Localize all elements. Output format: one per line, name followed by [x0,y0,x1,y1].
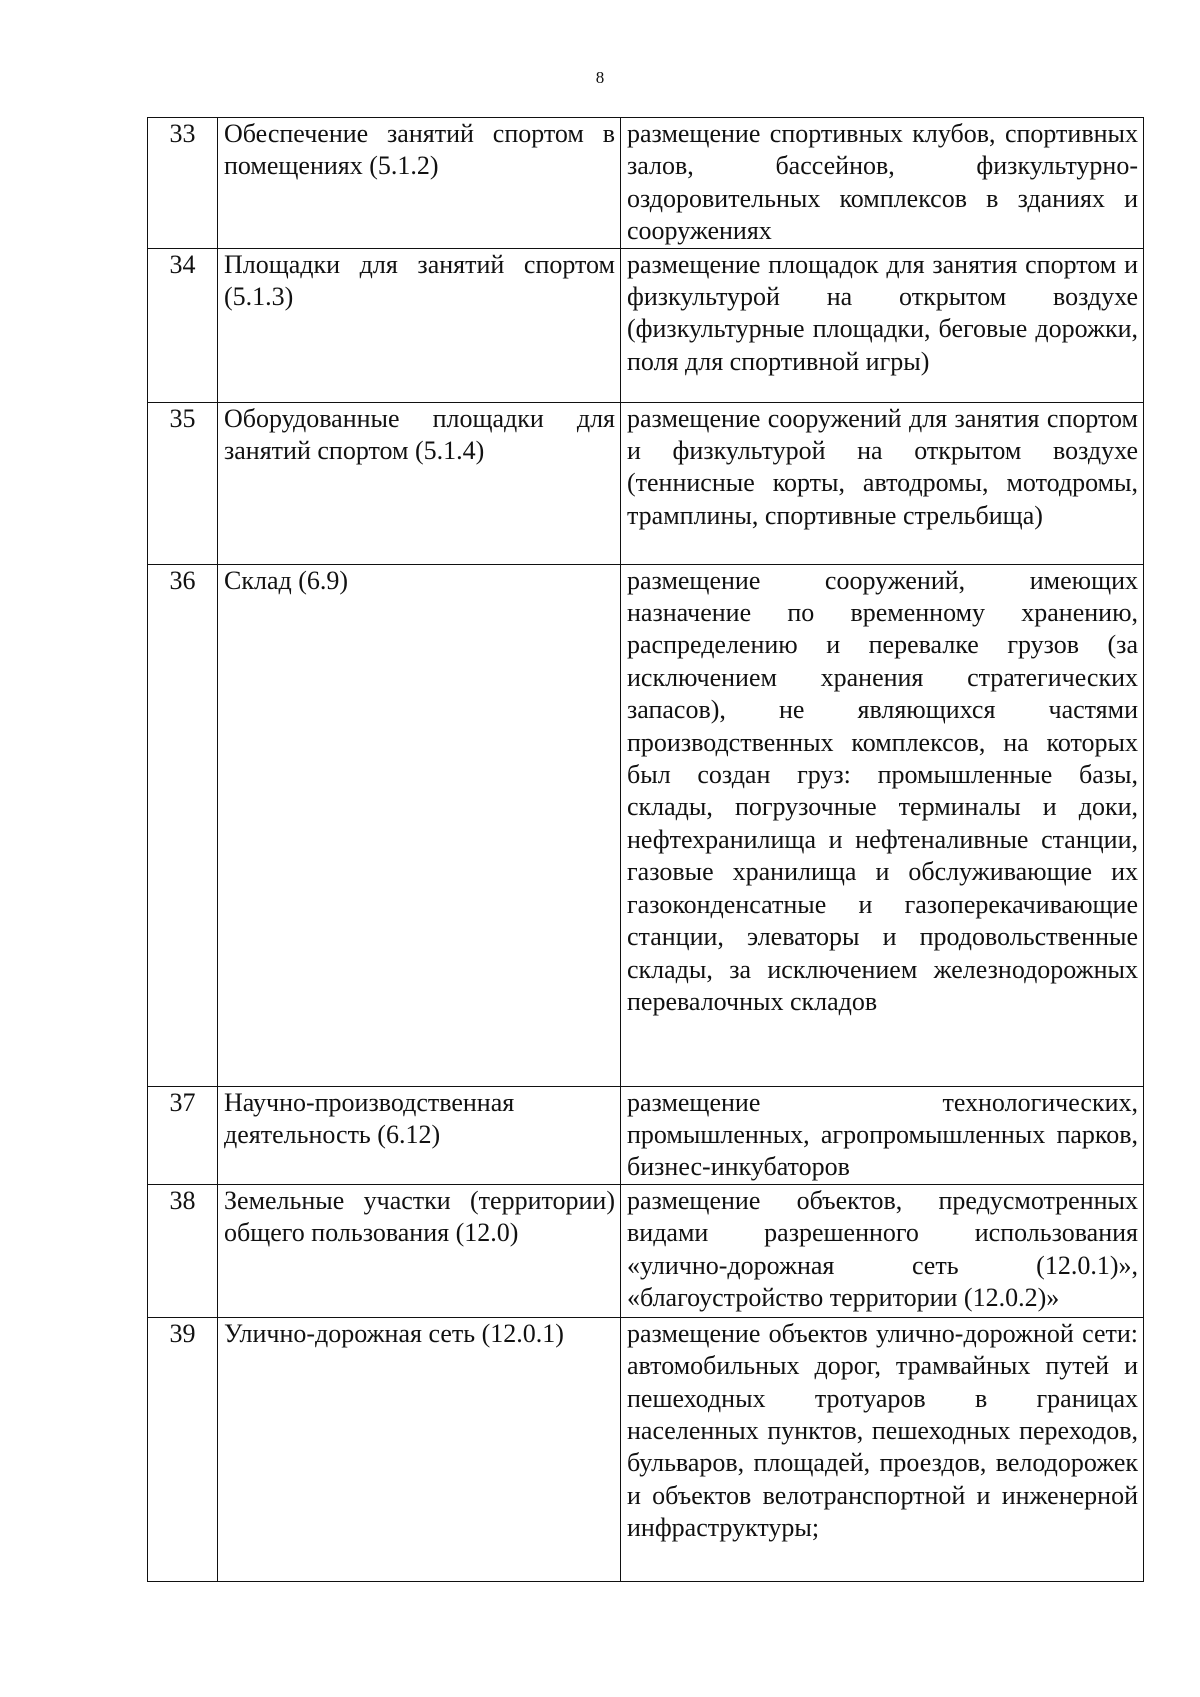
land-use-description: размещение сооружений, имеющих назначение по временному хранению, распределению и перевалке грузов (за исключением хранения стратегических запасов), не являющихся частями производственных комплексов, на которых был создан груз: промышленные базы, склады, погрузочные терминалы и доки, нефтехранилища и нефтеналивные станции, газовые хранилища и обслуживающие их газоконденсатные и газоперекачивающие станции, элеваторы и продовольственные склады, за исключением железнодорожных перевалочных складов [621,564,1144,1086]
land-use-table [147,117,1144,1582]
table-row [148,402,1144,564]
land-use-name: Площадки для занятий спортом (5.1.3) [218,248,621,402]
table-row [148,248,1144,402]
row-number: 33 [148,118,218,249]
table-row [148,564,1144,1086]
row-number: 36 [148,564,218,1086]
table-row [148,1184,1144,1317]
table-row [148,118,1144,249]
land-use-description: размещение спортивных клубов, спортивных залов, бассейнов, физкультурно-оздоровительных комплексов в зданиях и сооружениях [621,118,1144,249]
land-use-description: размещение технологических, промышленных, агропромышленных парков, бизнес-инкубаторов [621,1086,1144,1184]
row-number: 38 [148,1184,218,1317]
land-use-description: размещение площадок для занятия спортом и физкультурой на открытом воздухе (физкультурные площадки, беговые дорожки, поля для спортивной игры) [621,248,1144,402]
land-use-name: Обеспечение занятий спортом в помещениях (5.1.2) [218,118,621,249]
row-number: 35 [148,402,218,564]
row-number: 34 [148,248,218,402]
row-number: 37 [148,1086,218,1184]
land-use-description: размещение объектов, предусмотренных видами разрешенного использования «улично-дорожная сеть (12.0.1)», «благоустройство территории (12.0.2)» [621,1184,1144,1317]
land-use-description: размещение сооружений для занятия спортом и физкультурой на открытом воздухе (теннисные корты, автодромы, мотодромы, трамплины, спортивные стрельбища) [621,402,1144,564]
land-use-name: Научно-производственная деятельность (6.12) [218,1086,621,1184]
land-use-name: Земельные участки (территории) общего пользования (12.0) [218,1184,621,1317]
row-number: 39 [148,1317,218,1581]
land-use-name: Склад (6.9) [218,564,621,1086]
table-row [148,1317,1144,1581]
page-number: 8 [595,68,605,87]
land-use-description: размещение объектов улично-дорожной сети: автомобильных дорог, трамвайных путей и пешеходных тротуаров в границах населенных пунктов, пешеходных переходов, бульваров, площадей, проездов, велодорожек и объектов велотранспортной и инженерной инфраструктуры; [621,1317,1144,1581]
land-use-name: Улично-дорожная сеть (12.0.1) [218,1317,621,1581]
table-row [148,1086,1144,1184]
land-use-name: Оборудованные площадки для занятий спортом (5.1.4) [218,402,621,564]
